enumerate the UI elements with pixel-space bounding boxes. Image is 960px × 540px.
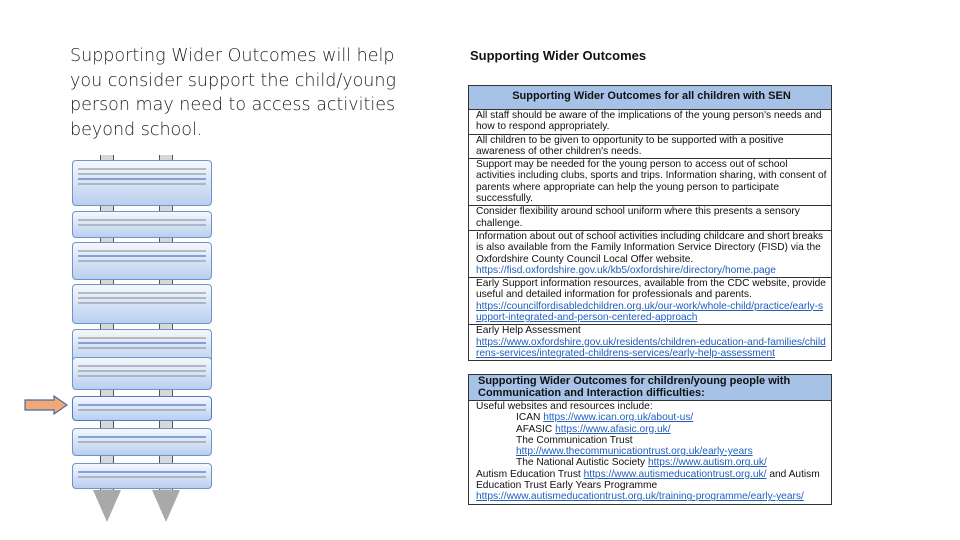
down-arrow-icon xyxy=(152,490,180,522)
down-arrow-icon xyxy=(93,490,121,522)
table-row xyxy=(469,110,832,135)
nas-link[interactable]: https://www.autism.org.uk/ xyxy=(647,457,767,469)
early-help-link[interactable]: https://www.oxfordshire.gov.uk/residents/children-education-and-families/childrens-services/integrated-childrens-services/early-help-assessment xyxy=(476,336,826,359)
row-text: Early Support information resources, available from the CDC website, provide useful and detailed information for professionals and parents. xyxy=(476,278,826,301)
row-text: Early Help Assessment xyxy=(476,325,581,337)
aet-link[interactable]: https://www.autismeducationtrust.org.uk/ xyxy=(583,468,767,480)
row-text: Support may be needed for the young person to access out of school activities including clubs, sports and trips. Information sharing, with consent of parents where appropriate can help the young person to participate successfully. xyxy=(476,159,827,205)
document-title: Supporting Wider Outcomes xyxy=(470,48,647,63)
process-flowchart-thumbnail xyxy=(20,155,220,525)
intro-text: Supporting Wider Outcomes will help you consider support the child/young person may need to access activities beyond school. xyxy=(70,46,396,140)
ican-link[interactable]: https://www.ican.org.uk/about-us/ xyxy=(543,412,694,424)
aet-text: and Autism Education Trust Early Years Programme xyxy=(476,468,820,492)
afasic-link[interactable]: https://www.afasic.org.uk/ xyxy=(555,423,671,435)
table-row xyxy=(469,401,832,505)
flow-step xyxy=(72,463,212,489)
flow-step xyxy=(72,242,212,280)
table-header: Supporting Wider Outcomes for children/young people with Communication and Interaction difficulties: xyxy=(469,375,832,401)
flow-step-supporting-wider-outcomes xyxy=(72,396,212,421)
table-row xyxy=(469,159,832,206)
flow-step xyxy=(72,211,212,238)
sen-outcomes-table xyxy=(468,85,832,361)
flow-step xyxy=(72,428,212,456)
flow-step xyxy=(72,284,212,324)
resource-name: AFASIC xyxy=(516,423,553,435)
resources-intro: Useful websites and resources include: xyxy=(476,401,653,412)
resource-name: The National Autistic Society xyxy=(516,457,646,469)
table-header: Supporting Wider Outcomes for all children with SEN xyxy=(469,86,832,110)
pointer-arrow-icon xyxy=(24,395,68,415)
fisd-link[interactable]: https://fisd.oxfordshire.gov.uk/kb5/oxfordshire/directory/home.page xyxy=(476,264,776,276)
communication-outcomes-table xyxy=(468,374,832,505)
table-row xyxy=(469,230,832,277)
resource-name: The Communication Trust xyxy=(516,434,633,446)
row-text: Consider flexibility around school uniform where this presents a sensory challenge. xyxy=(476,206,800,229)
row-text: All staff should be aware of the implications of the young person's needs and how to respond appropriately. xyxy=(476,110,822,133)
resource-name: Autism Education Trust xyxy=(476,468,581,480)
table-row xyxy=(469,325,832,361)
table-row xyxy=(469,206,832,231)
resource-name: ICAN xyxy=(516,412,541,424)
row-text: Information about out of school activities including childcare and short breaks is also available from the Family Information Service Directory (FISD) via the Oxfordshire County Council Local Offer website. xyxy=(476,230,824,265)
communication-trust-link[interactable]: http://www.thecommunicationtrust.org.uk/early-years xyxy=(516,446,753,458)
table-row xyxy=(469,134,832,159)
cdc-link[interactable]: https://councilfordisabledchildren.org.uk/our-work/whole-child/practice/early-support-integrated-and-person-centered-approach xyxy=(476,300,824,324)
flow-step xyxy=(72,160,212,206)
flow-step xyxy=(72,357,212,390)
row-text: All children to be given to opportunity to be supported with a positive awareness of other children's needs. xyxy=(476,134,784,157)
table-row xyxy=(469,278,832,325)
aet-early-years-link[interactable]: https://www.autismeducationtrust.org.uk/training-programme/early-years/ xyxy=(476,491,804,503)
